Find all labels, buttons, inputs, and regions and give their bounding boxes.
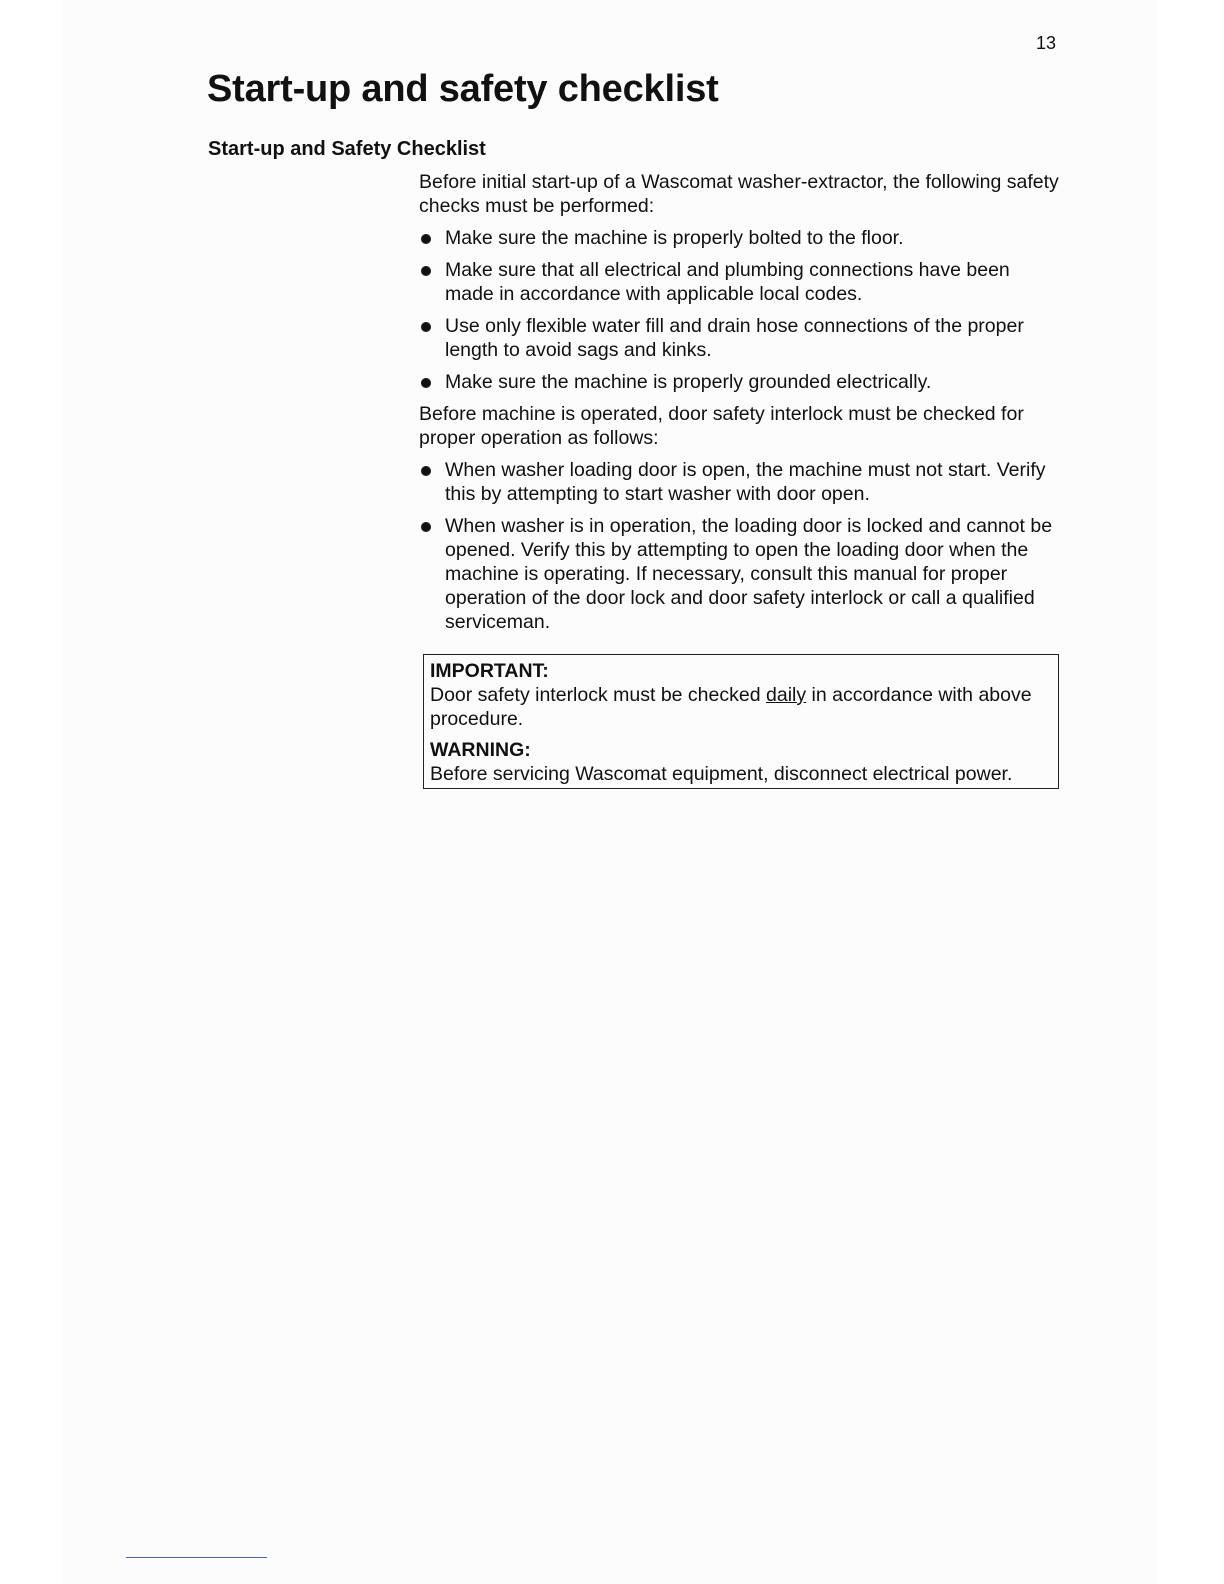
- list-item-text: Make sure that all electrical and plumbing connections have been made in accordance with applicable local codes.: [445, 259, 1010, 305]
- footer-rule: [126, 1557, 267, 1558]
- bullet-icon: [421, 466, 431, 476]
- page-number: 13: [1035, 33, 1056, 53]
- list-item-text: Make sure the machine is properly bolted to the floor.: [445, 227, 904, 249]
- warning-text: Before servicing Wascomat equipment, disconnect electrical power.: [430, 763, 1013, 785]
- bullet-icon: [421, 266, 431, 276]
- list-item: [419, 226, 1061, 250]
- intro-paragraph: Before initial start-up of a Wascomat washer-extractor, the following safety checks must be performed:: [419, 171, 1059, 217]
- important-text: [430, 683, 1052, 731]
- list-item-text: When washer loading door is open, the machine must not start. Verify this by attempting to start washer with door open.: [445, 459, 1046, 505]
- list-item: [419, 258, 1061, 306]
- bullet-icon: [421, 234, 431, 244]
- section-heading: Start-up and Safety Checklist: [208, 138, 486, 160]
- important-text-before: Door safety interlock must be checked: [430, 684, 766, 706]
- important-text-after: in accordance with above procedure.: [430, 684, 1032, 730]
- list-item: [419, 458, 1061, 506]
- list-item-text: Use only flexible water fill and drain hose connections of the proper length to avoid sags and kinks.: [445, 315, 1024, 361]
- important-label: IMPORTANT:: [430, 660, 549, 682]
- list-item-text: Make sure the machine is properly grounded electrically.: [445, 371, 932, 393]
- bullet-icon: [421, 378, 431, 388]
- list-item: [419, 314, 1061, 362]
- initial-checks-list: [419, 226, 1061, 394]
- list-item: [419, 370, 1061, 394]
- bullet-icon: [421, 322, 431, 332]
- list-item-text: When washer is in operation, the loading door is locked and cannot be opened. Verify this by attempting to open the loading door when the machine is operating. If necessary, consult this manual for proper operation of the door lock and door safety interlock or call a qualified serviceman.: [445, 515, 1053, 633]
- interlock-checks-list: [419, 458, 1061, 634]
- bullet-icon: [421, 522, 431, 532]
- body-column: [419, 170, 1061, 789]
- list-item: [419, 514, 1061, 634]
- warning-label: WARNING:: [430, 739, 531, 761]
- notice-box: [423, 654, 1059, 789]
- page-title: Start-up and safety checklist: [207, 68, 719, 110]
- interlock-paragraph: Before machine is operated, door safety interlock must be checked for proper operation as follows:: [419, 403, 1024, 449]
- important-emphasis: daily: [766, 684, 807, 706]
